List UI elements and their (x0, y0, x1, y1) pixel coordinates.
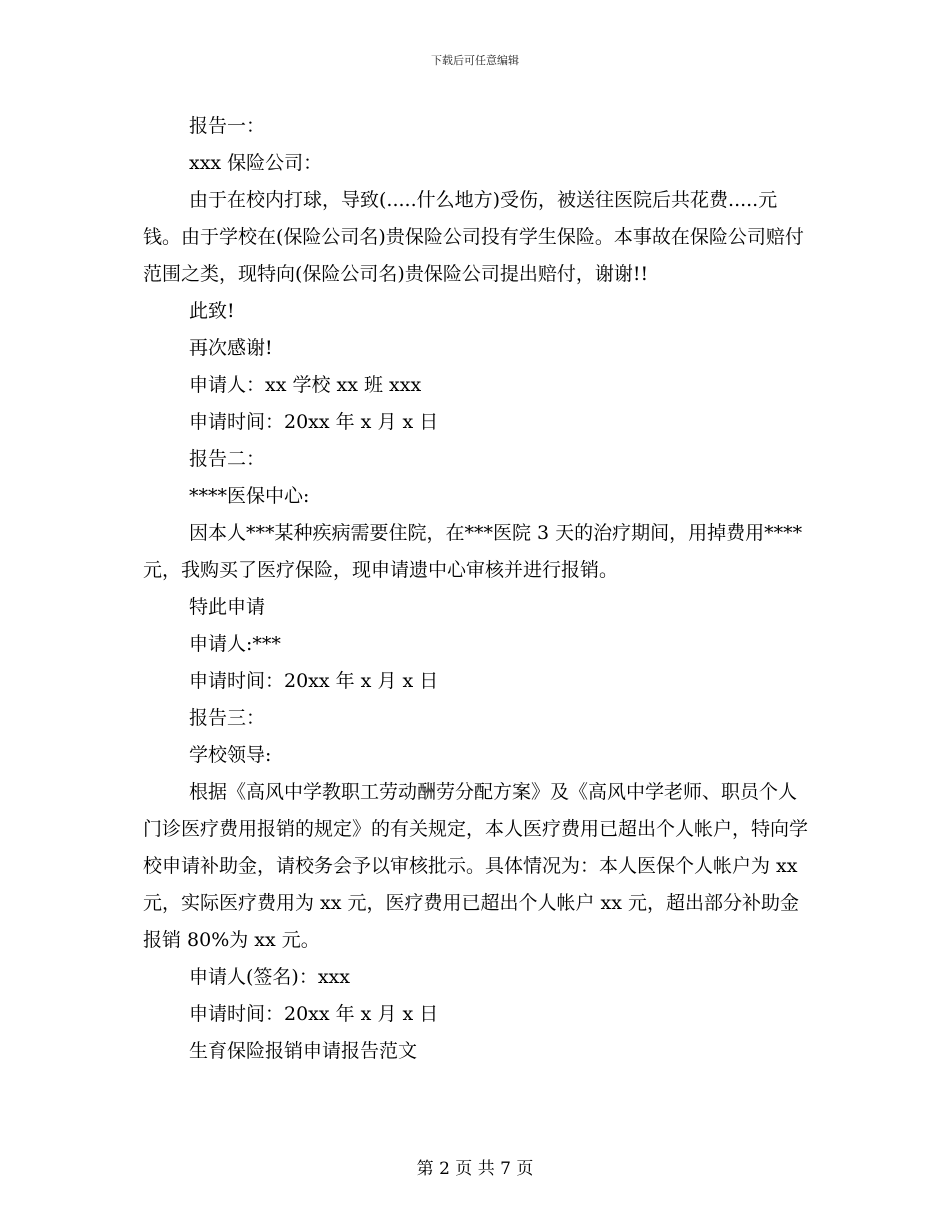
report-two-body: 因本人***某种疾病需要住院，在***医院 3 天的治疗期间，用掉费用****元，我购买了医疗保险，现申请遗中心审核并进行报销。 (143, 522, 803, 581)
report-one-heading: 报告一： (189, 115, 266, 137)
report-one-closing: 此致! (189, 300, 235, 322)
report-one-applicant: 申请人：xx 学校 xx 班 xxx (189, 374, 422, 396)
report-one-body: 由于在校内打球，导致(.....什么地方)受伤，被送往医院后共花费.....元钱。由于学校在(保险公司名)贵保险公司投有学生保险。本事故在保险公司赔付范围之类，现特向(保险公司名)贵保险公司提出赔付，谢谢!! (143, 189, 804, 285)
report-two-recipient: ****医保中心: (189, 485, 310, 507)
document-body (143, 108, 813, 1070)
report-one-recipient: xxx 保险公司： (189, 152, 323, 174)
report-two-heading: 报告二： (189, 448, 266, 470)
report-three-body: 根据《高风中学教职工劳动酬劳分配方案》及《高风中学老师、职员个人门诊医疗费用报销的规定》的有关规定，本人医疗费用已超出个人帐户，特向学校申请补助金，请校务会予以审核批示。具体情况为：本人医保个人帐户为 xx 元，实际医疗费用为 xx 元，医疗费用已超出个人帐户 xx 元，超出部分补助金报销 80%为 xx 元。 (143, 781, 809, 951)
page-header: 下载后可任意编辑 (431, 54, 519, 67)
report-two-date: 申请时间：20xx 年 x 月 x 日 (189, 670, 439, 692)
report-three-recipient: 学校领导: (189, 744, 272, 766)
page-footer: 第 2 页 共 7 页 (416, 1159, 534, 1179)
report-one-thanks: 再次感谢! (189, 337, 273, 359)
report-two-closing: 特此申请 (189, 596, 266, 618)
next-section-title: 生育保险报销申请报告范文 (189, 1040, 418, 1062)
report-one-date: 申请时间：20xx 年 x 月 x 日 (189, 411, 439, 433)
report-three-date: 申请时间：20xx 年 x 月 x 日 (189, 1003, 439, 1025)
report-two-applicant: 申请人:*** (189, 633, 281, 655)
report-three-applicant: 申请人(签名)：xxx (189, 966, 350, 988)
report-three-heading: 报告三： (189, 707, 266, 729)
